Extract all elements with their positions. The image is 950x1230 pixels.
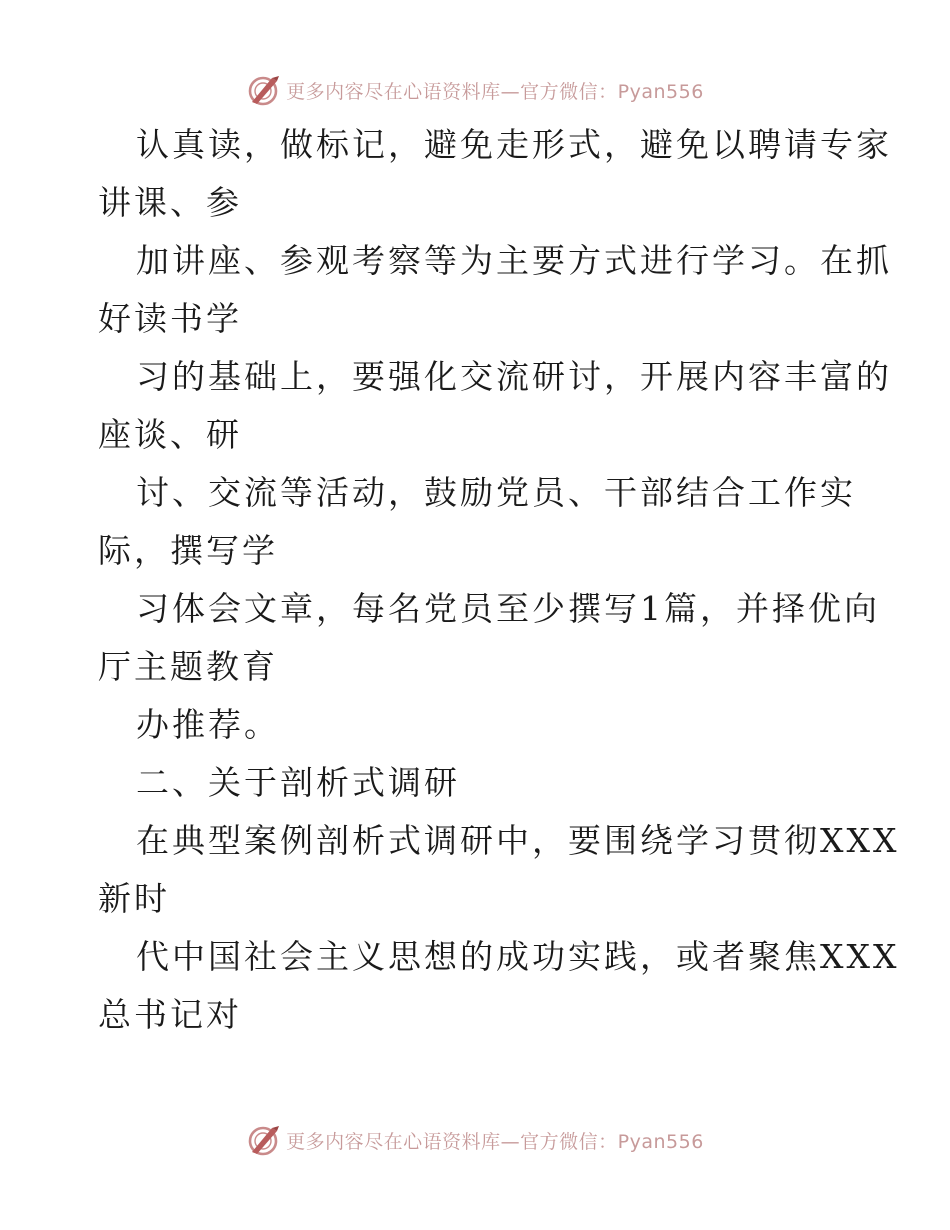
watermark-text: 更多内容尽在心语资料库—官方微信：Pyan556 bbox=[286, 80, 704, 103]
text-line: 际，撰写学 bbox=[98, 531, 278, 570]
section-heading: 二、关于剖析式调研 bbox=[136, 763, 460, 802]
pen-logo-icon bbox=[246, 1122, 282, 1158]
text-line: 认真读，做标记，避免走形式，避免以聘请专家 bbox=[136, 125, 892, 164]
text-line: 总书记对 bbox=[98, 995, 242, 1034]
text-line: 在典型案例剖析式调研中，要围绕学习贯彻XXX bbox=[136, 821, 900, 860]
text-line: 讲课、参 bbox=[98, 183, 242, 222]
text-line: 办推荐。 bbox=[136, 705, 280, 744]
watermark-header bbox=[0, 70, 950, 110]
pen-logo-icon bbox=[246, 72, 282, 108]
text-line: 加讲座、参观考察等为主要方式进行学习。在抓 bbox=[136, 241, 892, 280]
text-line: 厅主题教育 bbox=[98, 647, 278, 686]
text-line: 讨、交流等活动，鼓励党员、干部结合工作实 bbox=[136, 473, 856, 512]
watermark-footer bbox=[0, 1120, 950, 1160]
text-line: 习的基础上，要强化交流研讨，开展内容丰富的 bbox=[136, 357, 892, 396]
watermark-text: 更多内容尽在心语资料库—官方微信：Pyan556 bbox=[286, 1130, 704, 1153]
document-body bbox=[98, 116, 900, 1044]
text-line: 习体会文章，每名党员至少撰写1篇，并择优向 bbox=[136, 589, 880, 628]
text-line: 代中国社会主义思想的成功实践，或者聚焦XXX bbox=[136, 937, 900, 976]
text-line: 座谈、研 bbox=[98, 415, 242, 454]
text-line: 新时 bbox=[98, 879, 170, 918]
text-line: 好读书学 bbox=[98, 299, 242, 338]
